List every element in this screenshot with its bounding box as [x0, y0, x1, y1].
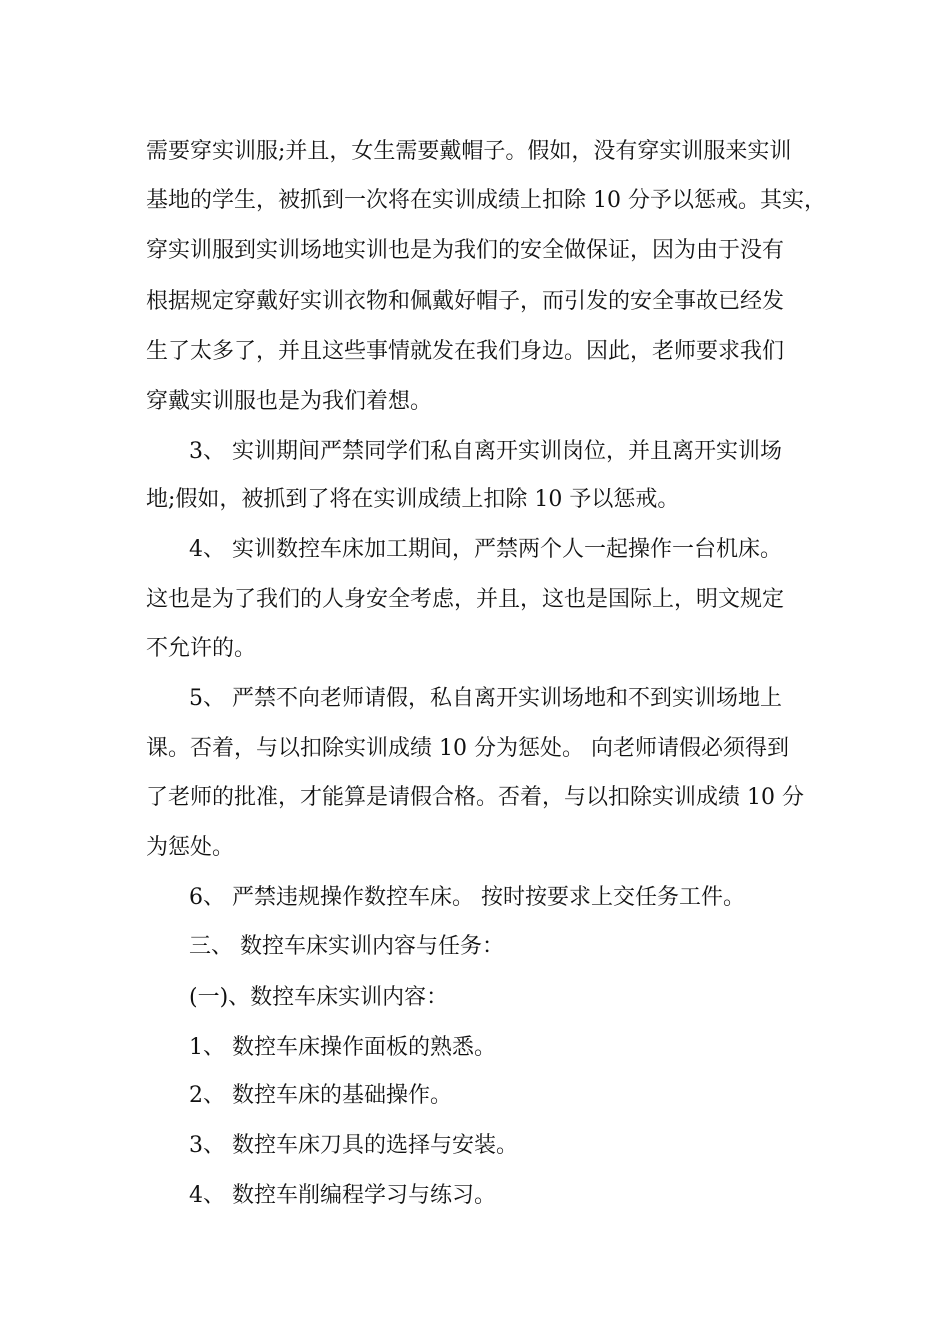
- text-line: 这也是为了我们的人身安全考虑，并且，这也是国际上，明文规定: [146, 587, 785, 612]
- text-line: 课。否着，与以扣除实训成绩 10 分为惩处。 向老师请假必须得到: [146, 736, 789, 761]
- text-line: 6、 严禁违规操作数控车床。 按时按要求上交任务工件。: [189, 885, 745, 910]
- text-line: 地;假如，被抓到了将在实训成绩上扣除 10 予以惩戒。: [146, 487, 680, 512]
- text-line: 不允许的。: [146, 636, 257, 661]
- text-line: 穿戴实训服也是为我们着想。: [146, 389, 433, 414]
- list-item: 1、 数控车床操作面板的熟悉。: [189, 1035, 496, 1060]
- text-line: 3、 实训期间严禁同学们私自离开实训岗位，并且离开实训场: [189, 439, 782, 464]
- text-line: 为惩处。: [146, 835, 235, 860]
- text-line: 穿实训服到实训场地实训也是为我们的安全做保证，因为由于没有: [146, 238, 785, 263]
- text-line: 了老师的批准，才能算是请假合格。否着，与以扣除实训成绩 10 分: [146, 785, 804, 810]
- text-line: 根据规定穿戴好实训衣物和佩戴好帽子，而引发的安全事故已经发: [146, 289, 785, 314]
- text-line: 4、 实训数控车床加工期间，严禁两个人一起操作一台机床。: [189, 537, 782, 562]
- text-line: 生了太多了，并且这些事情就发在我们身边。因此，老师要求我们: [146, 339, 785, 364]
- list-item: 4、 数控车削编程学习与练习。: [189, 1183, 496, 1208]
- text-line: 基地的学生，被抓到一次将在实训成绩上扣除 10 分予以惩戒。其实，: [146, 188, 826, 213]
- list-item: 3、 数控车床刀具的选择与安装。: [189, 1133, 518, 1158]
- text-line: 需要穿实训服;并且，女生需要戴帽子。假如，没有穿实训服来实训: [146, 139, 792, 164]
- section-heading: 三、 数控车床实训内容与任务：: [189, 934, 504, 959]
- list-item: 2、 数控车床的基础操作。: [189, 1083, 452, 1108]
- subsection-heading: (一)、数控车床实训内容：: [189, 985, 449, 1010]
- text-line: 5、 严禁不向老师请假，私自离开实训场地和不到实训场地上: [189, 686, 782, 711]
